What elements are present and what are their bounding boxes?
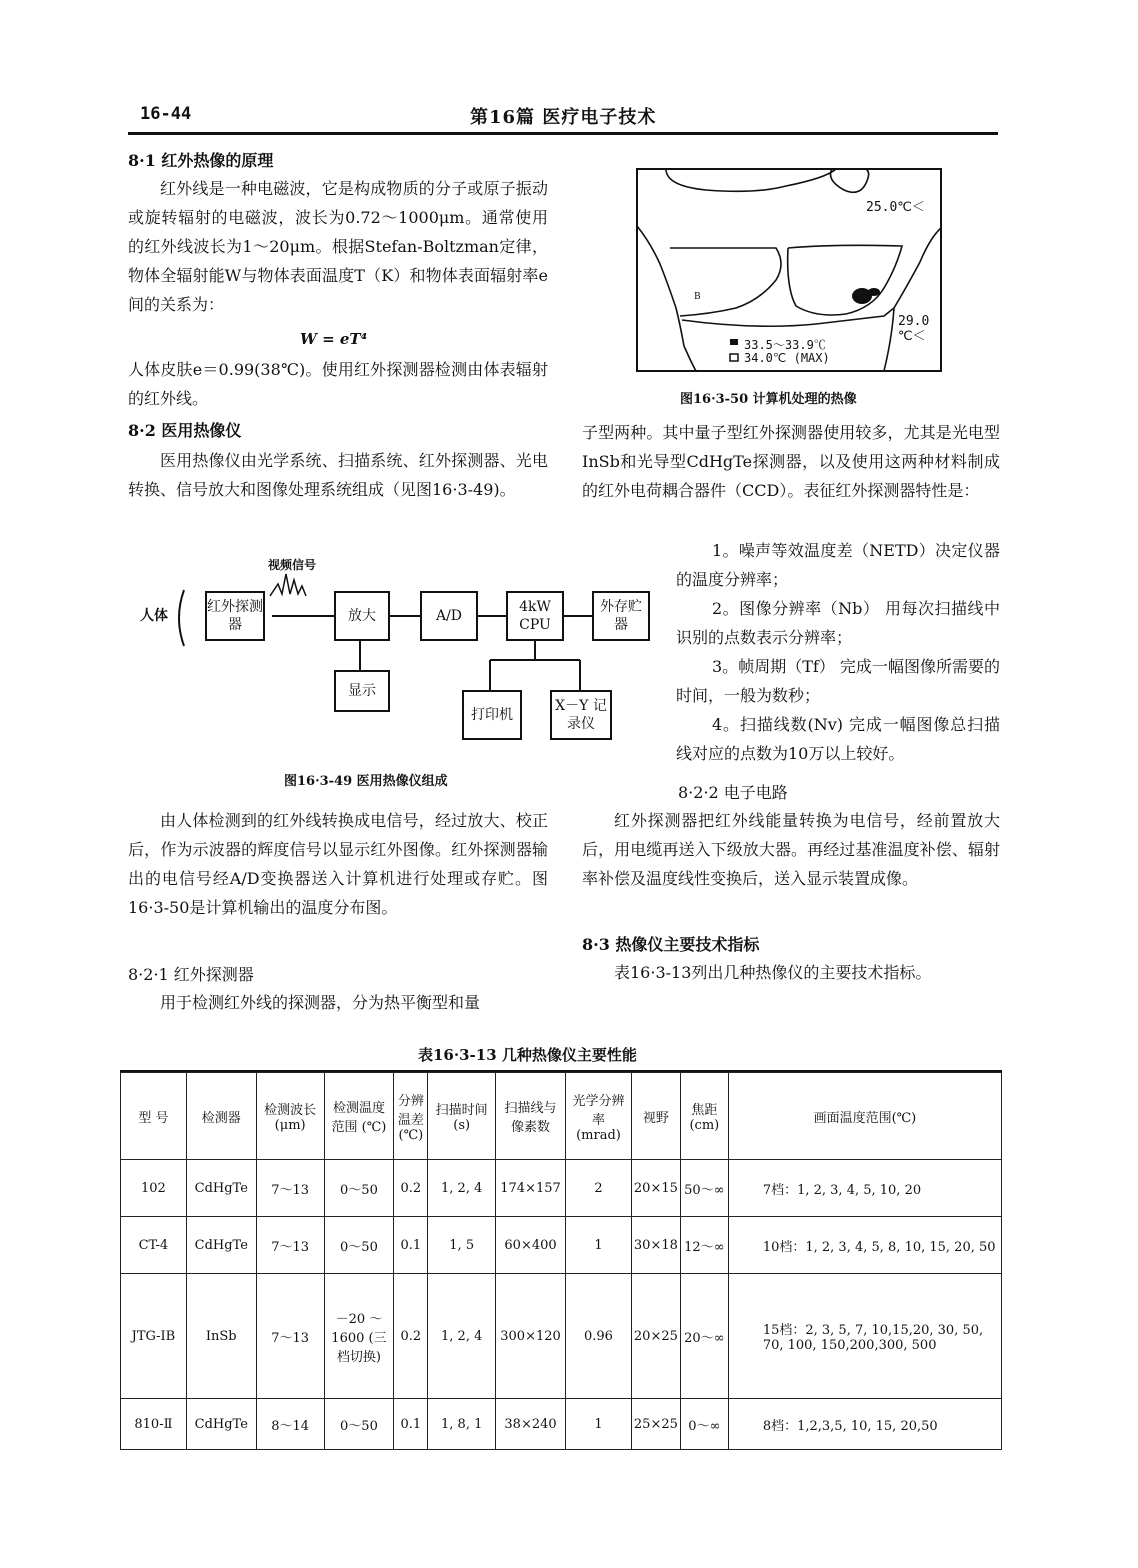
table-cell: 1, 2, 4 xyxy=(428,1274,496,1399)
list-item-2: 2。图像分辨率（Nb） 用每次扫描线中识别的点数表示分辨率； xyxy=(676,599,1000,647)
section-8-2-1-heading: 8·2·1 红外探测器 xyxy=(128,965,254,984)
table-cell: －20 ～1600 (三档切换) xyxy=(324,1274,394,1399)
detector-box: 红外探测器 xyxy=(205,591,265,641)
table-cell: 20×25 xyxy=(631,1274,680,1399)
header-cell: 检测温度范围 (℃) xyxy=(324,1073,394,1160)
temp-label-a: 25.0℃＜ xyxy=(866,200,925,215)
table-cell: 0～50 xyxy=(324,1399,394,1450)
legend-range: 33.5～33.9℃ xyxy=(744,338,826,352)
table-cell: CdHgTe xyxy=(186,1160,256,1217)
page-number: 16-44 xyxy=(140,104,192,124)
table-cell: 12～∞ xyxy=(680,1217,728,1274)
table-cell: 1 xyxy=(566,1217,632,1274)
cpu-box: 4kW CPU xyxy=(506,591,564,641)
section-8-2-paragraph: 医用热像仪由光学系统、扫描系统、红外探测器、光电转换、信号放大和图像处理系统组成（见图16·3-49)。 xyxy=(128,451,548,499)
left-lower-paragraph-2: 用于检测红外线的探测器，分为热平衡型和量 xyxy=(160,993,481,1012)
right-paragraph-2: 红外探测器把红外线能量转换为电信号，经前置放大后，用电缆再送入下级放大器。再经过基准温度补偿、辐射率补偿及温度线性变换后，送入显示装置成像。 xyxy=(582,811,1000,888)
table-cell: CdHgTe xyxy=(186,1399,256,1450)
part-title: 第16篇 医疗电子技术 xyxy=(470,107,657,128)
table-cell: 7档：1, 2, 3, 4, 5, 10, 20 xyxy=(728,1160,1001,1217)
table-cell: 0～∞ xyxy=(680,1399,728,1450)
right-paragraph-1: 子型两种。其中量子型红外探测器使用较多，尤其是光电型InSb和光导型CdHgTe探测器，以及使用这两种材料制成的红外电荷耦合器件（CCD）。表征红外探测器特性是： xyxy=(582,423,1000,500)
header-cell: 检测器 xyxy=(186,1073,256,1160)
table-cell: 7～13 xyxy=(256,1274,324,1399)
xy-recorder-box: X－Y 记录仪 xyxy=(550,690,612,740)
section-8-2-heading: 8·2 医用热像仪 xyxy=(128,421,242,440)
header-cell: 焦距 (cm) xyxy=(680,1073,728,1160)
table-cell: 1, 2, 4 xyxy=(428,1160,496,1217)
table-cell: 2 xyxy=(566,1160,632,1217)
display-box: 显示 xyxy=(334,670,390,712)
table-cell: 174×157 xyxy=(496,1160,566,1217)
table-row xyxy=(121,1274,1002,1399)
right-paragraph-3: 表16·3-13列出几种热像仪的主要技术指标。 xyxy=(614,963,932,982)
table-row xyxy=(121,1160,1002,1217)
table-cell: 8档：1,2,3,5, 10, 15, 20,50 xyxy=(728,1399,1001,1450)
table-cell: InSb xyxy=(186,1274,256,1399)
table-cell: 0.2 xyxy=(394,1274,428,1399)
table-cell: 300×120 xyxy=(496,1274,566,1399)
table-row xyxy=(121,1399,1002,1450)
section-8-2-2-heading: 8·2·2 电子电路 xyxy=(678,783,788,802)
header-cell: 扫描线与像素数 xyxy=(496,1073,566,1160)
table-cell: 7～13 xyxy=(256,1160,324,1217)
temp-label-b: 29.0 ℃＜ xyxy=(898,314,930,344)
table-cell: 25×25 xyxy=(631,1399,680,1450)
table-cell: 60×400 xyxy=(496,1217,566,1274)
table-cell: 7～13 xyxy=(256,1217,324,1274)
formula: W = eT⁴ xyxy=(300,330,368,348)
table-cell: CdHgTe xyxy=(186,1217,256,1274)
table-cell: 0.1 xyxy=(394,1217,428,1274)
section-8-1-paragraph-2: 人体皮肤e＝0.99(38℃)。使用红外探测器检测由体表辐射的红外线。 xyxy=(128,360,548,408)
video-signal-label: 视频信号 xyxy=(268,558,317,572)
spec-table xyxy=(120,1072,1002,1450)
table-cell: 0～50 xyxy=(324,1217,394,1274)
header-cell: 扫描时间 (s) xyxy=(428,1073,496,1160)
table-cell: 102 xyxy=(121,1160,187,1217)
table-cell: 1, 8, 1 xyxy=(428,1399,496,1450)
section-8-3-heading: 8·3 热像仪主要技术指标 xyxy=(582,935,760,954)
table-cell: CT-4 xyxy=(121,1217,187,1274)
left-lower-paragraph: 由人体检测到的红外线转换成电信号，经过放大、校正后，作为示波器的辉度信号以显示红外图像。红外探测器输出的电信号经A/D变换器送入计算机进行处理或存贮。图16·3-50是计算机输出的温度分布图。 xyxy=(128,811,548,917)
section-8-1-paragraph: 红外线是一种电磁波，它是构成物质的分子或原子振动或旋转辐射的电磁波，波长为0.72～1000μm。通常使用的红外线波长为1～20μm。根据Stefan-Boltzman定律，物体全辐射能W与物体表面温度T（K）和物体表面辐射率e间的关系为： xyxy=(128,179,548,314)
storage-box: 外存贮器 xyxy=(592,591,650,641)
section-8-1-heading: 8·1 红外热像的原理 xyxy=(128,151,274,170)
adc-box: A/D xyxy=(420,591,478,641)
table-cell: 0.1 xyxy=(394,1399,428,1450)
body-bracket xyxy=(179,590,184,646)
table-cell: 1, 5 xyxy=(428,1217,496,1274)
header-cell: 光学分辨率 (mrad) xyxy=(566,1073,632,1160)
header-cell: 视野 xyxy=(631,1073,680,1160)
table-cell: 20×15 xyxy=(631,1160,680,1217)
table-cell: 1 xyxy=(566,1399,632,1450)
header-cell: 检测波长 (μm) xyxy=(256,1073,324,1160)
table-cell: 38×240 xyxy=(496,1399,566,1450)
table-cell: 0.96 xyxy=(566,1274,632,1399)
header-cell: 型 号 xyxy=(121,1073,187,1160)
table-cell: 50～∞ xyxy=(680,1160,728,1217)
header-cell: 画面温度范围(℃) xyxy=(728,1073,1001,1160)
table-cell: 15档：2, 3, 5, 7, 10,15,20, 30, 50, 70, 100, 150,200,300, 500 xyxy=(728,1274,1001,1399)
table-cell: 810-Ⅱ xyxy=(121,1399,187,1450)
table-header-row xyxy=(121,1073,1002,1160)
diagram-source-label: 人体 xyxy=(140,608,168,624)
list-item-1: 1。噪声等效温度差（NETD）决定仪器的温度分辨率； xyxy=(676,541,1000,589)
list-item-3: 3。帧周期（Tf） 完成一幅图像所需要的时间，一般为数秒； xyxy=(676,657,1000,705)
table-row xyxy=(121,1217,1002,1274)
table-cell: 30×18 xyxy=(631,1217,680,1274)
table-cell: 10档：1, 2, 3, 4, 5, 8, 10, 15, 20, 50 xyxy=(728,1217,1001,1274)
table-cell: JTG-IB xyxy=(121,1274,187,1399)
header-rule xyxy=(128,132,998,135)
figure-50-caption: 图16·3-50 计算机处理的热像 xyxy=(680,392,857,407)
table-cell: 20～∞ xyxy=(680,1274,728,1399)
legend-max: 34.0℃ (MAX) xyxy=(744,351,830,365)
table-cell: 0.2 xyxy=(394,1160,428,1217)
printer-box: 打印机 xyxy=(462,690,522,740)
header-cell: 分辨温差 (℃) xyxy=(394,1073,428,1160)
list-item-4: 4。扫描线数(Nv) 完成一幅图像总扫描线对应的点数为10万以上较好。 xyxy=(676,715,1000,763)
table-title: 表16·3-13 几种热像仪主要性能 xyxy=(418,1046,637,1064)
table-cell: 8～14 xyxy=(256,1399,324,1450)
amplifier-box: 放大 xyxy=(334,591,390,641)
figure-49-caption: 图16·3-49 医用热像仪组成 xyxy=(284,774,448,789)
region-mark-b: B xyxy=(694,292,701,302)
table-cell: 0～50 xyxy=(324,1160,394,1217)
